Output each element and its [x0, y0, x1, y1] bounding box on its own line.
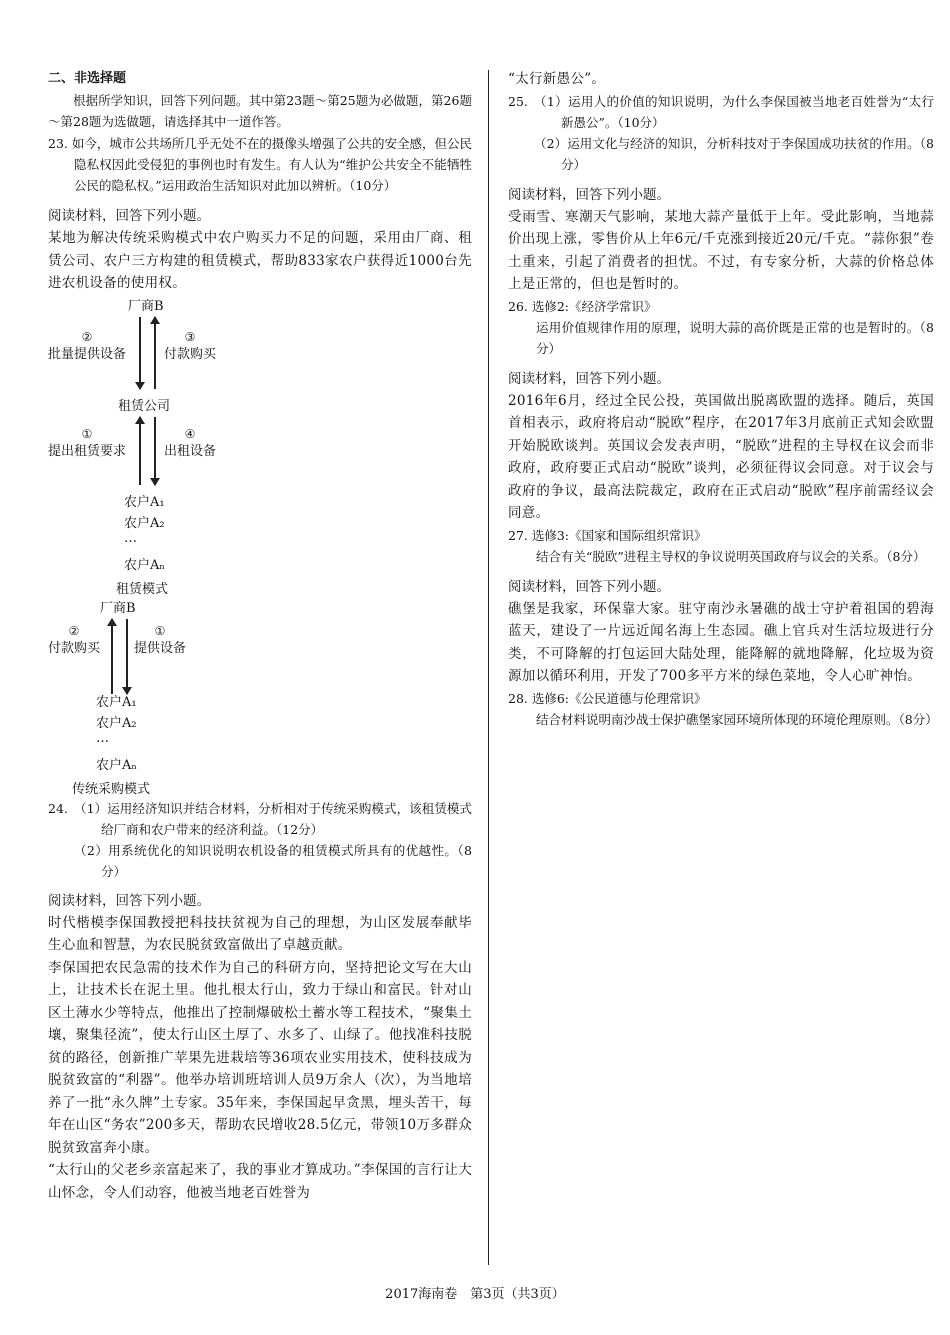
material-2-para-3-continued: “太行新愚公”。 [508, 71, 606, 87]
traditional-farmer-1: 农户A₁ [96, 694, 137, 710]
lease-farmer-2: 农户A₂ [124, 515, 165, 531]
lease-step-2-num: ② [81, 329, 93, 344]
material-2-para-3: “太行山的父老乡亲富起来了，我的事业才算成功。”李保国的言行让大山怀念，令人们动容，他被当地老百姓誉为 [48, 1162, 472, 1201]
question-28-text: 结合材料说明南沙战士保护礁堡家园环境所体现的环境伦理原则。（8分） [536, 711, 938, 727]
lease-step-1 [48, 428, 126, 459]
section-instructions: 根据所学知识，回答下列问题。其中第23题～第25题为必做题，第26题～第28题为选做题，请选择其中一道作答。 [48, 93, 472, 129]
traditional-farmer-n: 农户Aₙ [96, 757, 138, 773]
lease-step-4 [164, 428, 216, 459]
question-26-text: 运用价值规律作用的原理，说明大蒜的高价既是正常的也是暂时的。（8分） [536, 319, 934, 356]
material-2-para-1: 时代楷模李保国教授把科技扶贫视为自己的理想，为山区发展奉献毕生心血和智慧，为农民脱贫致富做出了卓越贡献。 [48, 914, 472, 953]
question-27-heading: 27. 选修3:《国家和国际组织常识》 [508, 527, 707, 543]
lease-company: 租赁公司 [118, 398, 171, 414]
traditional-ellipsis: … [96, 730, 109, 746]
lease-farmer-n: 农户Aₙ [124, 557, 166, 573]
traditional-step-2-num: ② [68, 623, 80, 638]
left-column [48, 68, 472, 1204]
traditional-manufacturer: 厂商B [100, 600, 136, 616]
lease-step-3-num: ③ [184, 329, 196, 344]
lease-step-4-label: 出租设备 [164, 443, 217, 459]
question-23 [48, 133, 472, 196]
question-25-part-1: （1）运用人的价值的知识说明，为什么李保国被当地老百姓誉为“太行新愚公”。（10分） [534, 93, 934, 130]
material-1-intro: 阅读材料，回答下列小题。 [48, 208, 210, 224]
question-24 [48, 798, 472, 882]
material-5-intro: 阅读材料，回答下列小题。 [508, 578, 670, 595]
column-divider [488, 70, 489, 1265]
traditional-step-1-label: 提供设备 [134, 640, 187, 656]
lease-manufacturer: 厂商B [128, 298, 164, 314]
lease-step-3 [164, 331, 216, 362]
lease-step-1-label: 提出租赁要求 [48, 443, 127, 459]
question-24-part-1: （1）运用经济知识并结合材料，分析相对于传统采购模式，该租赁模式给厂商和农户带来的经济利益。（12分） [74, 800, 472, 837]
material-4-intro: 阅读材料，回答下列小题。 [508, 370, 670, 387]
question-24-number: 24. [48, 800, 68, 816]
material-1-text: 某地为解决传统采购模式中农户购买力不足的问题，采用由厂商、租赁公司、农户三方构建的租赁模式，帮助833家农户获得近1000台先进农机设备的使用权。 [48, 230, 472, 291]
question-25-number: 25. [508, 93, 528, 109]
question-23-number: 23. [48, 136, 68, 151]
lease-ellipsis: … [124, 530, 137, 546]
material-2-intro: 阅读材料，回答下列小题。 [48, 892, 210, 909]
material-2-para-2: 李保国把农民急需的技术作为自己的科研方向，坚持把论文写在大山上，让技术长在泥土里。他扎根太行山，致力于绿山和富民。针对山区土薄水少等特点，他推出了控制爆破松土蓄水等工程技术，“聚集土壤，聚集径流”，使太行山区土厚了、水多了、山绿了。他找准科技脱贫的路径，创新推广苹果先进栽培等36项农业实用技术，使科技成为脱贫致富的“利器”。他举办培训班培训人员9万余人（次），为当地培养了一批“永久牌”土专家。35年来，李保国起早贪黑，埋头苦干，每年在山区“务农”200多天，帮助农民增收28.5亿元，带领10万多群众脱贫致富奔小康。 [48, 959, 472, 1156]
section-title: 二、非选择题 [48, 71, 127, 86]
material-5-text: 礁堡是我家，环保靠大家。驻守南沙永暑礁的战士守护着祖国的碧海蓝天，建设了一片远近闻名海上生态园。礁上官兵对生活垃圾进行分类，不可降解的打包运回大陆处理，能降解的就地降解，化垃圾为资源加以循环利用，开发了700多平方米的绿色菜地，令人心旷神怡。 [508, 600, 934, 684]
lease-step-2-label: 批量提供设备 [48, 346, 127, 362]
question-27-text: 结合有关“脱欧”进程主导权的争议说明英国政府与议会的关系。（8分） [536, 548, 926, 564]
traditional-step-1 [134, 625, 186, 656]
traditional-arrow-up [111, 619, 113, 694]
lease-step-4-num: ④ [184, 426, 196, 441]
lease-arrow-up-top [154, 317, 156, 389]
question-23-text: 如今，城市公共场所几乎无处不在的摄像头增强了公共的安全感，但公民隐私权因此受侵犯的事例也时有发生。有人认为“维护公共安全不能牺牲公民的隐私权。”运用政治生活知识对此加以辨析。（10分） [71, 136, 472, 193]
material-4-text: 2016年6月，经过全民公投，英国做出脱离欧盟的选择。随后，英国首相表示，政府将启动“脱欧”程序，在2017年3月底前正式知会欧盟开始脱欧谈判。英国议会发表声明，“脱欧”进程的主导权在议会而非政府，政府要正式启动“脱欧”谈判，必须征得议会同意。对于议会与政府的争议，最高法院裁定，政府在正式启动“脱欧”程序前需经议会同意。 [508, 392, 934, 521]
question-28-heading: 28. 选修6:《公民道德与伦理常识》 [508, 690, 707, 706]
material-3-intro: 阅读材料，回答下列小题。 [508, 186, 670, 203]
question-25 [508, 91, 934, 175]
traditional-caption: 传统采购模式 [72, 781, 151, 797]
page-footer: 2017海南卷 第3页（共3页） [385, 1287, 565, 1302]
question-25-row [508, 91, 934, 133]
lease-caption: 租赁模式 [116, 581, 169, 597]
question-25-part-2: （2）运用文化与经济的知识，分析科技对于李保国成功扶贫的作用。（8分） [534, 135, 934, 172]
traditional-farmer-2: 农户A₂ [96, 715, 137, 731]
traditional-step-2 [48, 625, 100, 656]
lease-model-diagrams [48, 295, 472, 797]
lease-arrow-down-top [139, 317, 141, 389]
lease-farmer-1: 农户A₁ [124, 494, 165, 510]
lease-step-1-num: ① [81, 426, 93, 441]
question-26-heading: 26. 选修2:《经济学常识》 [508, 298, 657, 314]
lease-arrow-down-bottom [154, 417, 156, 485]
traditional-step-2-label: 付款购买 [48, 640, 101, 656]
traditional-arrow-down [126, 619, 128, 694]
traditional-step-1-num: ① [154, 623, 166, 638]
lease-step-2 [48, 331, 126, 362]
right-column [508, 68, 938, 730]
material-3-text: 受雨雪、寒潮天气影响，某地大蒜产量低于上年。受此影响，当地蒜价出现上涨，零售价从上年6元/千克涨到接近20元/千克。“蒜你狠”卷土重来，引起了消费者的担忧。不过，有专家分析，大蒜的价格总体上是正常的，但也是暂时的。 [508, 208, 934, 292]
lease-arrow-up-bottom [139, 417, 141, 485]
question-24-part-2: （2）用系统优化的知识说明农机设备的租赁模式所具有的优越性。（8分） [74, 842, 472, 879]
lease-step-3-label: 付款购买 [164, 346, 217, 362]
question-24-row [48, 798, 472, 840]
